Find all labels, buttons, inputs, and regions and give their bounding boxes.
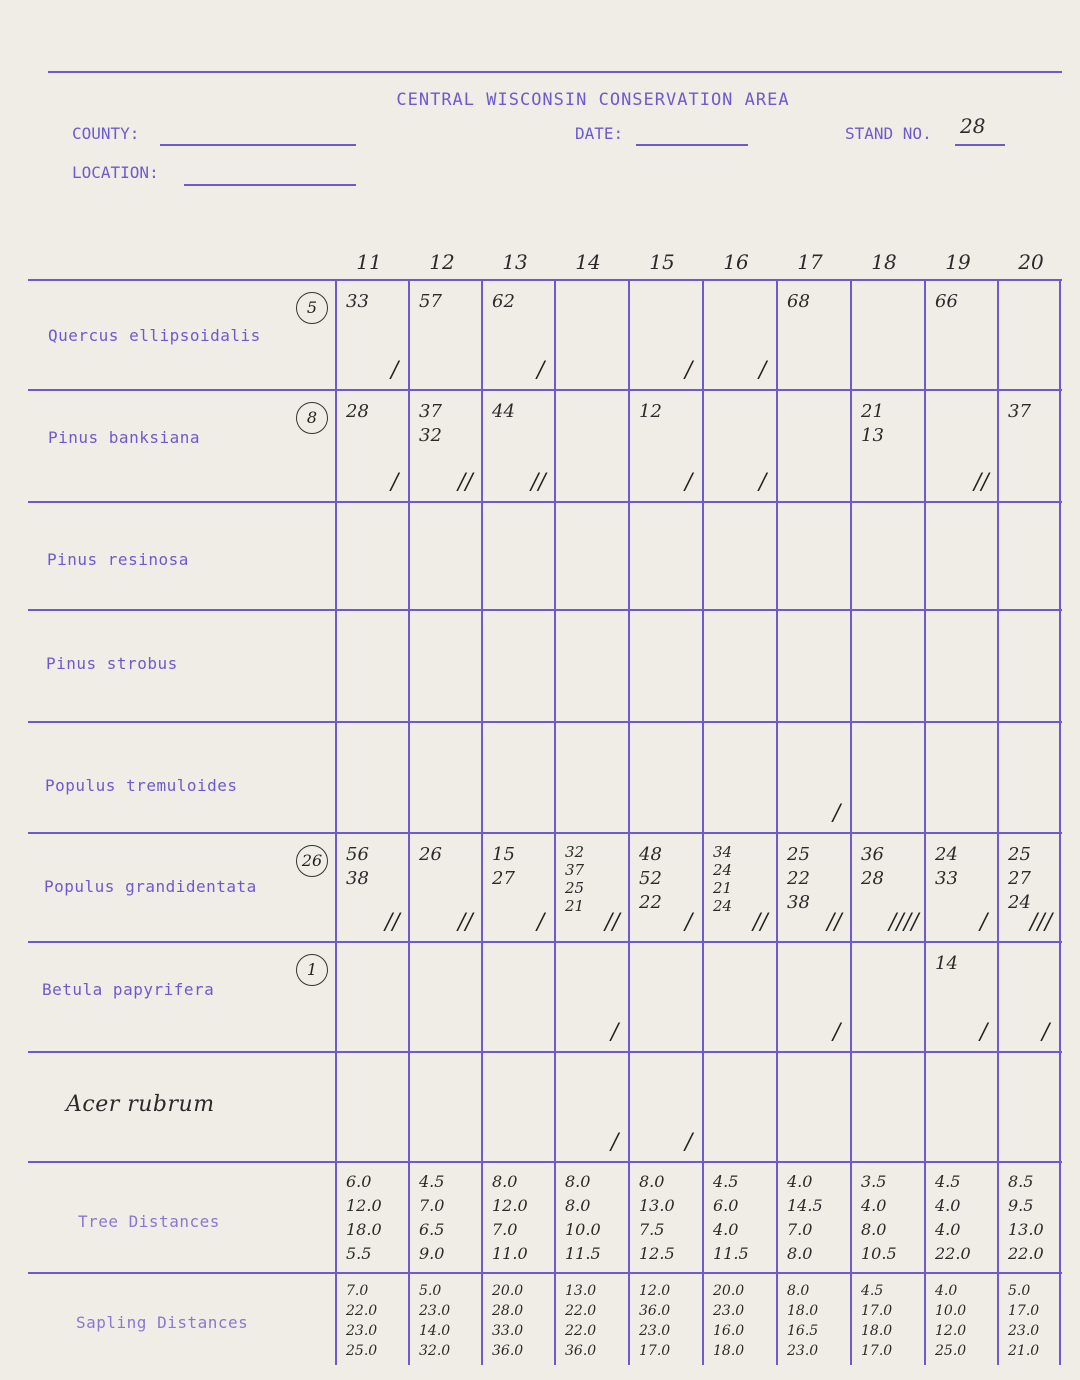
tree-distance-value: 6.0 12.0 18.0 5.5 [346, 1172, 382, 1263]
species-label: Pinus banksiana [48, 428, 200, 447]
species-label: Betula papyrifera [42, 980, 215, 999]
tally-mark: / [391, 470, 399, 495]
tally-mark: //// [889, 910, 919, 935]
sapling-distance-value: 5.0 17.0 23.0 21.0 [1008, 1283, 1040, 1359]
column-number: 20 [1018, 250, 1044, 274]
sapling-distance-value: 20.0 28.0 33.0 36.0 [492, 1283, 524, 1359]
sapling-distance-value: 13.0 22.0 22.0 36.0 [565, 1283, 597, 1359]
tally-mark: // [827, 910, 842, 935]
dbh-value: 44 [492, 401, 515, 422]
tally-mark: // [458, 470, 473, 495]
location-label: LOCATION: [72, 163, 159, 182]
tally-mark: / [980, 910, 988, 935]
tally-mark: / [1042, 1020, 1050, 1045]
tally-mark: // [531, 470, 546, 495]
dbh-value: 14 [935, 953, 958, 974]
sapling-distance-value: 4.0 10.0 12.0 25.0 [935, 1283, 967, 1359]
column-number: 14 [575, 250, 601, 274]
tally-mark: / [685, 910, 693, 935]
sapling-distance-value: 8.0 18.0 16.5 23.0 [787, 1283, 819, 1359]
column-number: 17 [797, 250, 823, 274]
tree-distance-value: 8.0 13.0 7.5 12.5 [639, 1172, 675, 1263]
tree-distance-value: 8.5 9.5 13.0 22.0 [1008, 1172, 1044, 1263]
dbh-value: 33 [346, 291, 369, 312]
tally-mark: // [385, 910, 400, 935]
column-number: 18 [871, 250, 897, 274]
dbh-value: 68 [787, 291, 810, 312]
tree-distance-value: 3.5 4.0 8.0 10.5 [861, 1172, 897, 1263]
column-number: 12 [429, 250, 455, 274]
column-number: 13 [502, 250, 528, 274]
tally-mark: // [458, 910, 473, 935]
stand-field [955, 144, 1005, 146]
dbh-value: 21 13 [861, 401, 884, 446]
date-field [636, 144, 748, 146]
tree-distance-label: Tree Distances [78, 1212, 220, 1231]
dbh-value: 62 [492, 291, 515, 312]
species-count: 8 [296, 402, 328, 434]
tree-distance-value: 8.0 12.0 7.0 11.0 [492, 1172, 528, 1263]
sapling-distance-value: 7.0 22.0 23.0 25.0 [346, 1283, 378, 1359]
dbh-value: 48 52 22 [639, 844, 662, 913]
tally-mark: / [833, 801, 841, 826]
stand-value: 28 [960, 114, 986, 138]
column-number: 15 [649, 250, 675, 274]
tree-distance-value: 8.0 8.0 10.0 11.5 [565, 1172, 601, 1263]
dbh-value: 66 [935, 291, 958, 312]
tally-mark: // [753, 910, 768, 935]
column-number: 16 [723, 250, 749, 274]
dbh-value: 28 [346, 401, 369, 422]
sapling-distance-value: 4.5 17.0 18.0 17.0 [861, 1283, 893, 1359]
tree-distance-value: 4.5 4.0 4.0 22.0 [935, 1172, 971, 1263]
county-field [160, 144, 356, 146]
dbh-value: 37 32 [419, 401, 442, 446]
tally-mark: / [611, 1020, 619, 1045]
tally-mark: / [759, 358, 767, 383]
sapling-distance-value: 20.0 23.0 16.0 18.0 [713, 1283, 745, 1359]
dbh-value: 12 [639, 401, 662, 422]
tally-mark: / [685, 470, 693, 495]
county-label: COUNTY: [72, 124, 140, 143]
column-number: 11 [356, 250, 382, 274]
date-label: DATE: [575, 124, 624, 143]
dbh-value: 25 27 24 [1008, 844, 1031, 913]
dbh-value: 57 [419, 291, 442, 312]
sheet-title: CENTRAL WISCONSIN CONSERVATION AREA [396, 90, 790, 110]
tally-mark: /// [1030, 910, 1053, 935]
dbh-value: 56 38 [346, 844, 369, 889]
tally-mark: // [605, 910, 620, 935]
location-field [184, 184, 356, 186]
dbh-value: 37 [1008, 401, 1031, 422]
species-count: 1 [296, 954, 328, 986]
tally-mark: / [685, 358, 693, 383]
tally-mark: / [537, 910, 545, 935]
dbh-value: 32 37 25 21 [565, 843, 585, 915]
tally-mark: / [391, 358, 399, 383]
dbh-value: 25 22 38 [787, 844, 810, 913]
species-label: Pinus strobus [46, 654, 178, 673]
sapling-distance-label: Sapling Distances [76, 1313, 249, 1332]
species-label: Acer rubrum [66, 1092, 215, 1117]
tally-mark: / [685, 1130, 693, 1155]
sapling-distance-value: 5.0 23.0 14.0 32.0 [419, 1283, 451, 1359]
column-number: 19 [945, 250, 971, 274]
stand-label: STAND NO. [845, 124, 932, 143]
tally-mark: / [759, 470, 767, 495]
tally-mark: / [611, 1130, 619, 1155]
tally-mark: / [980, 1020, 988, 1045]
tally-mark: / [833, 1020, 841, 1045]
species-count: 26 [296, 845, 328, 877]
species-label: Populus grandidentata [44, 877, 257, 896]
species-count: 5 [296, 292, 328, 324]
species-label: Populus tremuloides [45, 776, 238, 795]
dbh-value: 34 24 21 24 [713, 843, 733, 915]
sapling-distance-value: 12.0 36.0 23.0 17.0 [639, 1283, 671, 1359]
dbh-value: 36 28 [861, 844, 884, 889]
dbh-value: 15 27 [492, 844, 515, 889]
tally-mark: / [537, 358, 545, 383]
species-label: Quercus ellipsoidalis [48, 326, 261, 345]
dbh-value: 24 33 [935, 844, 958, 889]
tally-mark: // [974, 470, 989, 495]
tree-distance-value: 4.5 7.0 6.5 9.0 [419, 1172, 445, 1263]
species-label: Pinus resinosa [47, 550, 189, 569]
dbh-value: 26 [419, 844, 442, 865]
tree-distance-value: 4.5 6.0 4.0 11.5 [713, 1172, 749, 1263]
tree-distance-value: 4.0 14.5 7.0 8.0 [787, 1172, 823, 1263]
